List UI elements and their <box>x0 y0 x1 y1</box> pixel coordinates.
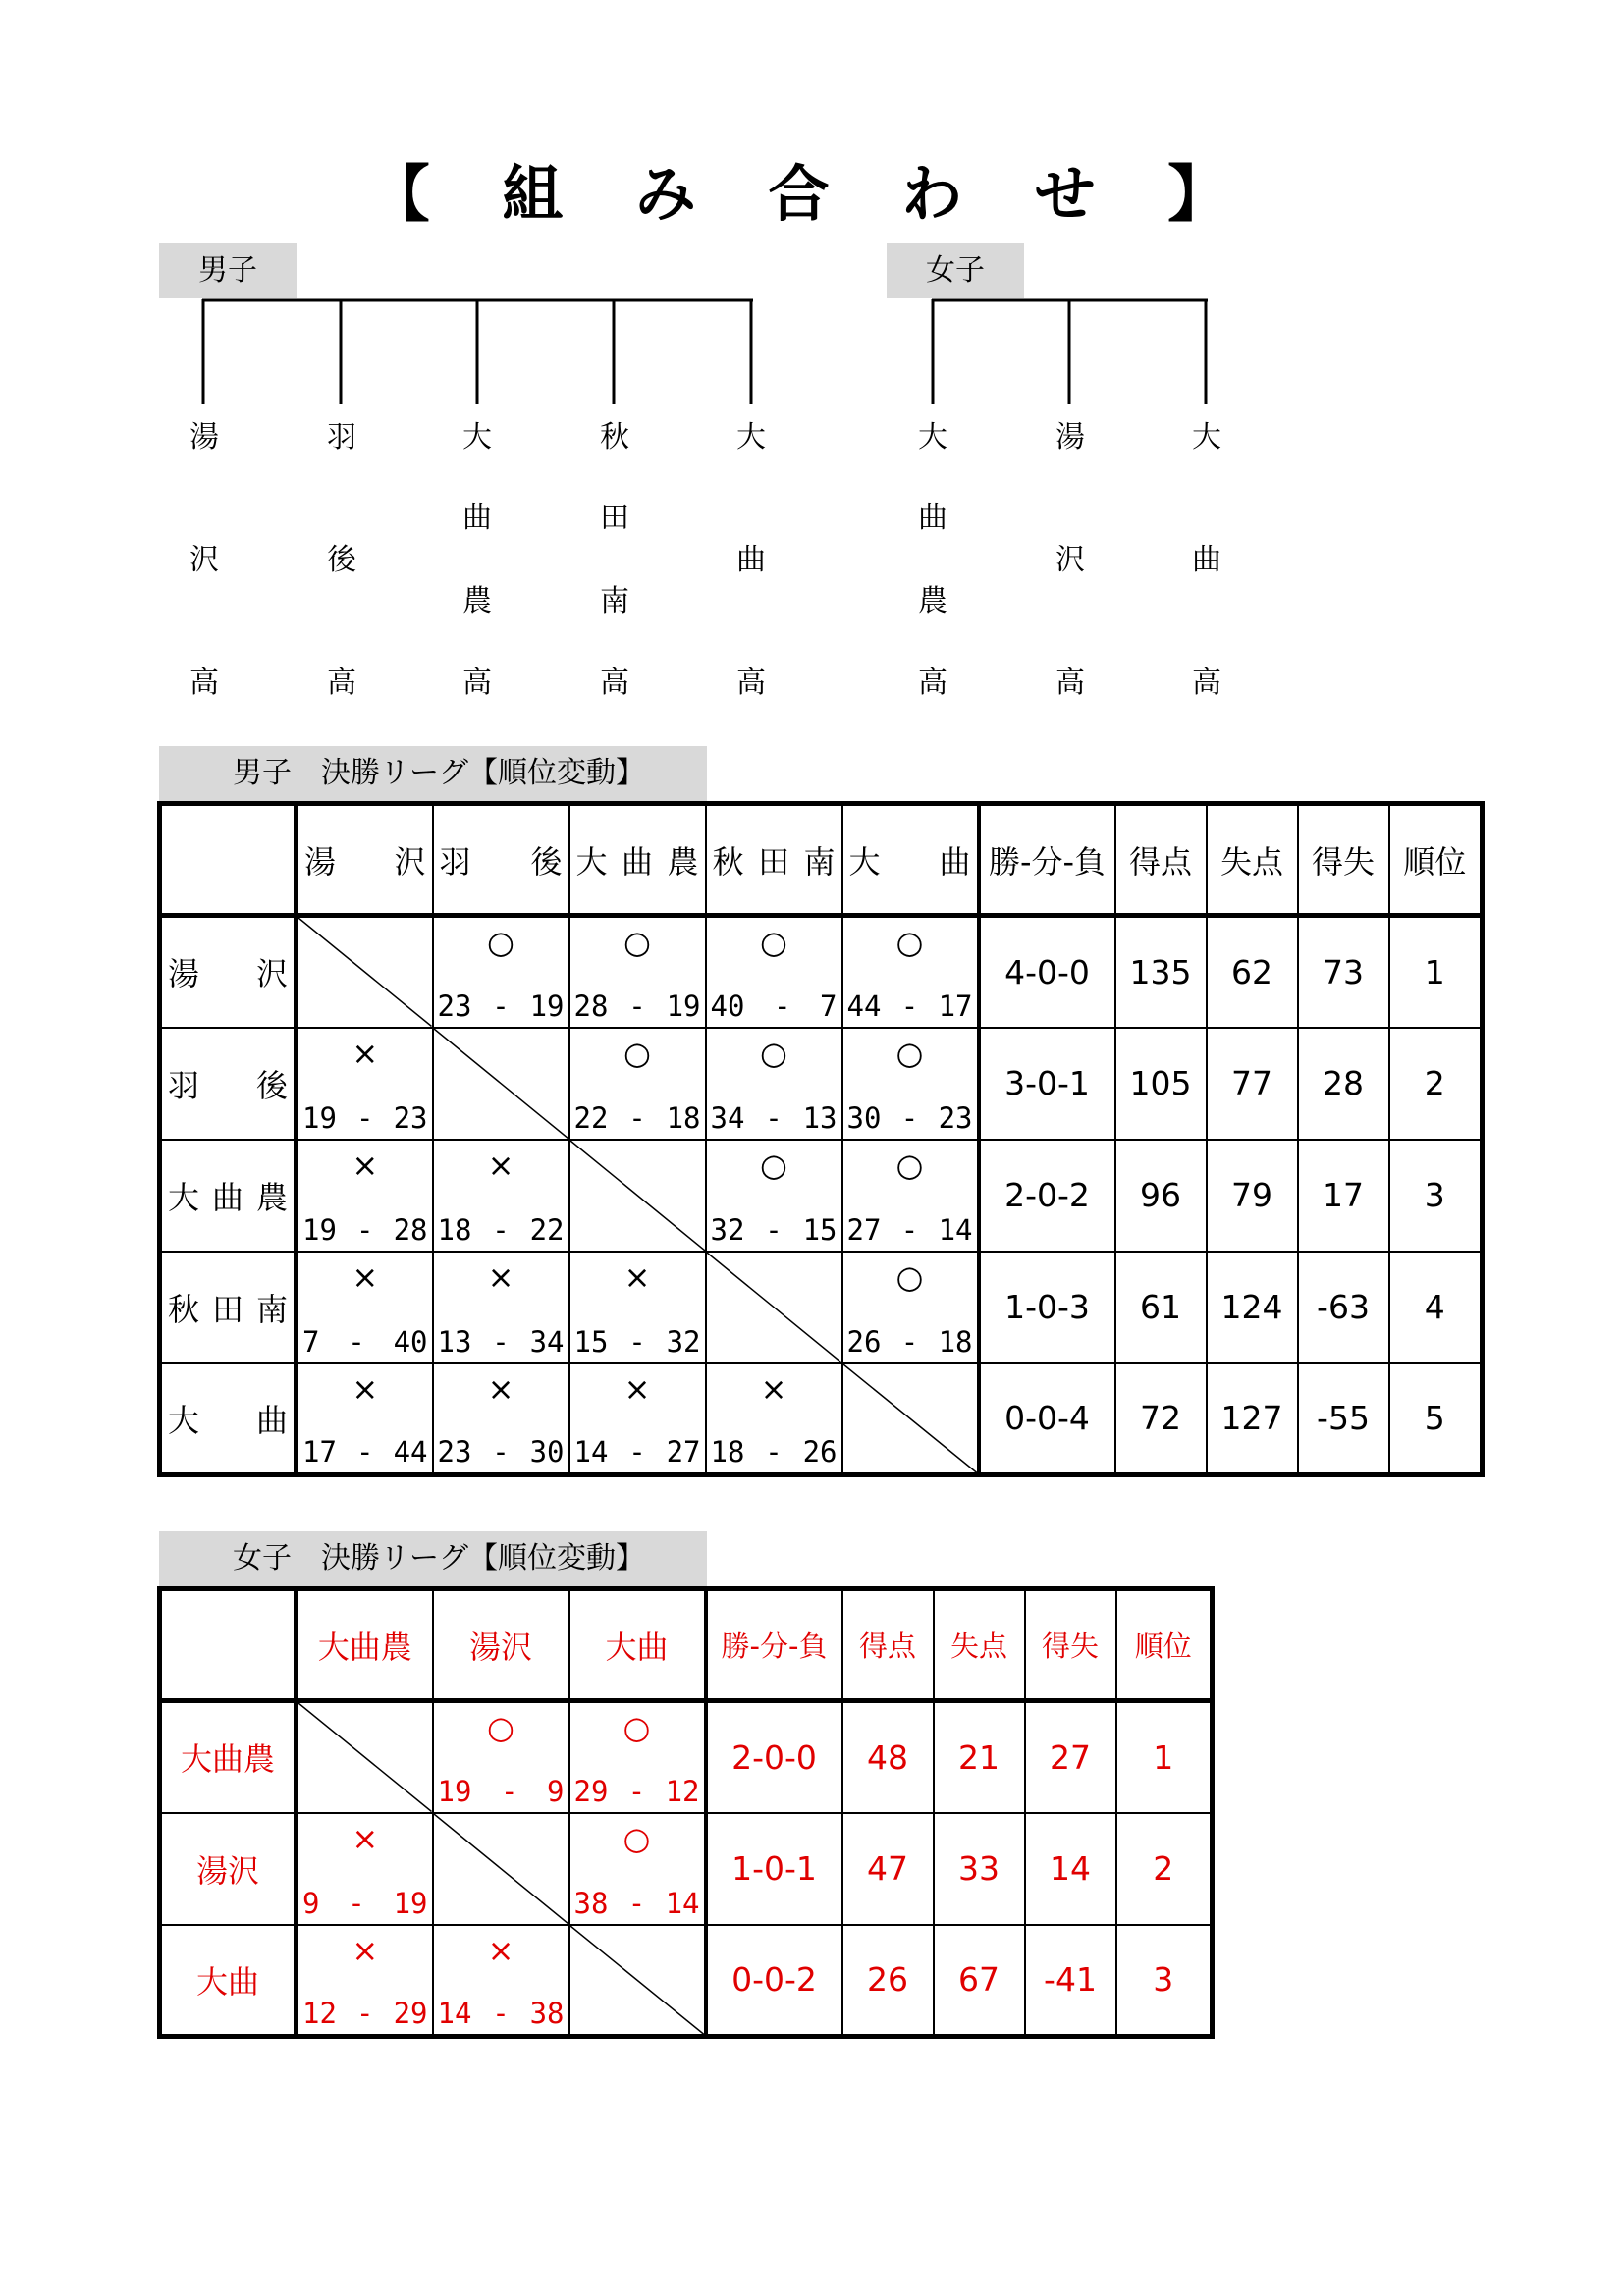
score-dash: - <box>492 1997 510 2030</box>
team-name-char: 高 <box>1055 666 1085 700</box>
opponent-header: 大曲 <box>842 804 979 916</box>
result-cell <box>569 916 706 1028</box>
score-dash: - <box>356 1435 374 1468</box>
win-mark: ○ <box>895 924 924 961</box>
loss-mark: × <box>352 1034 379 1072</box>
score <box>438 1325 565 1359</box>
score-for: 23 <box>437 988 472 1023</box>
team-name-char: 羽 <box>327 420 356 454</box>
result-cell <box>297 1925 433 2037</box>
win-mark: ○ <box>622 1709 651 1746</box>
team-name-char: 後 <box>327 543 356 577</box>
record-cell: 1-0-1 <box>706 1813 842 1925</box>
result-cell <box>433 1252 569 1363</box>
score <box>438 1997 565 2030</box>
self-match-cell <box>297 916 433 1028</box>
row-team-cell <box>160 1140 297 1252</box>
score <box>438 1435 565 1468</box>
rank-cell: 3 <box>1116 1925 1213 2037</box>
stat-header: 失点 <box>1207 804 1298 916</box>
score-for: 14 <box>437 1997 472 2030</box>
points-for-cell: 72 <box>1115 1363 1207 1475</box>
result-cell <box>842 1140 979 1252</box>
result-cell <box>433 1701 569 1813</box>
loss-mark: × <box>487 1146 514 1184</box>
team-name-char: 高 <box>600 666 629 700</box>
points-for-cell: 96 <box>1115 1140 1207 1252</box>
table-row <box>160 916 1483 1028</box>
loss-mark: × <box>487 1931 514 1969</box>
girls-league-table <box>157 1586 1215 2039</box>
team-name-char: 農 <box>918 584 947 618</box>
team-name-char: 曲 <box>918 501 947 535</box>
points-against-cell: 33 <box>934 1813 1025 1925</box>
team-name-char: 大 <box>736 420 766 454</box>
result-cell <box>569 1028 706 1140</box>
loss-mark: × <box>352 1257 379 1296</box>
score-against: 32 <box>666 1324 701 1359</box>
diagonal-line <box>298 1703 432 1812</box>
result-cell <box>433 1363 569 1475</box>
self-match-cell <box>569 1140 706 1252</box>
score-dash: - <box>765 1100 783 1135</box>
opponent-header: 湯沢 <box>297 804 433 916</box>
score-for: 32 <box>710 1212 745 1247</box>
score <box>711 1101 838 1135</box>
score-against: 40 <box>393 1324 428 1359</box>
girls-bracket-label: 女子 <box>887 243 1024 298</box>
stat-header: 勝-分-負 <box>706 1589 842 1701</box>
loss-mark: × <box>623 1369 651 1408</box>
score-for: 26 <box>846 1324 882 1359</box>
score-against: 13 <box>802 1100 838 1135</box>
row-team-name: 大曲農 <box>180 1740 275 1779</box>
score <box>302 1997 428 2030</box>
score <box>302 1101 428 1135</box>
score-dash: - <box>628 988 646 1023</box>
row-team-cell <box>160 1363 297 1475</box>
score <box>438 989 565 1023</box>
score <box>574 1775 700 1808</box>
score-against: 23 <box>393 1100 428 1135</box>
result-cell <box>706 1363 842 1475</box>
point-diff-cell: -55 <box>1298 1363 1389 1475</box>
score-against: 14 <box>938 1212 973 1247</box>
win-mark: ○ <box>487 1709 514 1746</box>
record-cell: 2-0-0 <box>706 1701 842 1813</box>
result-cell <box>569 1363 706 1475</box>
score-dash: - <box>900 988 919 1023</box>
row-team-name: 湯沢 <box>168 955 288 993</box>
result-cell <box>569 1701 706 1813</box>
record-cell: 3-0-1 <box>979 1028 1115 1140</box>
result-cell <box>842 1028 979 1140</box>
score-dash: - <box>900 1324 919 1359</box>
opponent-header: 秋田南 <box>706 804 842 916</box>
points-against-cell: 67 <box>934 1925 1025 2037</box>
result-cell <box>297 1028 433 1140</box>
point-diff-cell: -41 <box>1025 1925 1116 2037</box>
score-dash: - <box>356 1212 374 1247</box>
score-against: 15 <box>802 1212 838 1247</box>
score <box>847 989 973 1023</box>
score-for: 18 <box>710 1435 745 1468</box>
score <box>302 1213 428 1247</box>
points-for-cell: 48 <box>842 1701 934 1813</box>
result-cell <box>297 1252 433 1363</box>
result-cell <box>297 1140 433 1252</box>
corner-cell <box>160 804 297 916</box>
loss-mark: × <box>760 1369 787 1408</box>
row-team-cell <box>160 1925 297 2037</box>
record-cell: 0-0-4 <box>979 1363 1115 1475</box>
score <box>302 1325 428 1359</box>
girls-league-label: 女子 決勝リーグ【順位変動】 <box>159 1531 707 1586</box>
win-mark: ○ <box>895 1257 924 1296</box>
row-team-cell <box>160 1252 297 1363</box>
score-against: 17 <box>938 988 973 1023</box>
points-for-cell: 26 <box>842 1925 934 2037</box>
team-name-char: 沢 <box>189 543 219 577</box>
row-team-name: 大曲農 <box>168 1178 288 1216</box>
self-match-cell <box>433 1813 569 1925</box>
team-name-char: 曲 <box>462 501 492 535</box>
points-for-cell: 135 <box>1115 916 1207 1028</box>
point-diff-cell: 73 <box>1298 916 1389 1028</box>
points-for-cell: 105 <box>1115 1028 1207 1140</box>
row-team-name: 秋田南 <box>168 1290 288 1328</box>
score-against: 18 <box>666 1100 701 1135</box>
diagonal-line <box>570 1141 705 1251</box>
score-dash: - <box>356 1100 374 1135</box>
team-name-char: 沢 <box>1055 543 1085 577</box>
team-name-char: 高 <box>462 666 492 700</box>
self-match-cell <box>297 1701 433 1813</box>
win-mark: ○ <box>895 1146 924 1184</box>
win-mark: ○ <box>895 1034 924 1072</box>
score-dash: - <box>627 1774 646 1808</box>
table-row <box>160 1252 1483 1363</box>
points-against-cell: 77 <box>1207 1028 1298 1140</box>
score-for: 9 <box>302 1886 320 1920</box>
points-against-cell: 127 <box>1207 1363 1298 1475</box>
diagonal-line <box>298 918 432 1027</box>
score-dash: - <box>773 988 791 1023</box>
score-for: 44 <box>846 988 882 1023</box>
loss-mark: × <box>352 1819 379 1857</box>
score-dash: - <box>492 1324 510 1359</box>
self-match-cell <box>842 1363 979 1475</box>
win-mark: ○ <box>760 1146 787 1184</box>
rank-cell: 2 <box>1116 1813 1213 1925</box>
opponent-header: 湯沢 <box>433 1589 569 1701</box>
score-dash: - <box>628 1100 646 1135</box>
score <box>847 1213 973 1247</box>
diagonal-line <box>707 1253 841 1362</box>
opponent-header: 大曲農 <box>569 804 706 916</box>
score-dash: - <box>500 1774 518 1808</box>
record-cell: 4-0-0 <box>979 916 1115 1028</box>
record-cell: 1-0-3 <box>979 1252 1115 1363</box>
rank-cell: 1 <box>1389 916 1483 1028</box>
score-for: 17 <box>302 1435 337 1468</box>
score-against: 28 <box>393 1212 428 1247</box>
score-for: 22 <box>573 1100 609 1135</box>
point-diff-cell: 14 <box>1025 1813 1116 1925</box>
score-against: 22 <box>529 1212 565 1247</box>
score-for: 34 <box>710 1100 745 1135</box>
score-dash: - <box>765 1212 783 1247</box>
score <box>574 989 701 1023</box>
score-against: 9 <box>547 1774 565 1808</box>
result-cell <box>433 1140 569 1252</box>
win-mark: ○ <box>487 924 514 961</box>
loss-mark: × <box>352 1931 379 1969</box>
score <box>711 1435 838 1468</box>
win-mark: ○ <box>760 924 787 961</box>
team-name-char: 大 <box>1192 420 1221 454</box>
table-row <box>160 1701 1213 1813</box>
score-dash: - <box>900 1100 919 1135</box>
score-against: 19 <box>393 1886 428 1920</box>
self-match-cell <box>706 1252 842 1363</box>
stat-header: 順位 <box>1389 804 1483 916</box>
score <box>847 1101 973 1135</box>
table-row <box>160 1813 1213 1925</box>
win-mark: ○ <box>623 1034 651 1072</box>
row-team-cell <box>160 1701 297 1813</box>
team-name-char: 田 <box>600 501 629 535</box>
score-for: 7 <box>302 1324 320 1359</box>
points-for-cell: 47 <box>842 1813 934 1925</box>
result-cell <box>706 1028 842 1140</box>
rank-cell: 4 <box>1389 1252 1483 1363</box>
points-for-cell: 61 <box>1115 1252 1207 1363</box>
score <box>438 1213 565 1247</box>
row-team-name: 湯沢 <box>195 1851 259 1890</box>
score-for: 13 <box>437 1324 472 1359</box>
point-diff-cell: 17 <box>1298 1140 1389 1252</box>
loss-mark: × <box>623 1257 651 1296</box>
row-team-name: 大曲 <box>168 1401 288 1439</box>
corner-cell <box>160 1589 297 1701</box>
loss-mark: × <box>352 1146 379 1184</box>
diagonal-line <box>434 1814 568 1924</box>
score-against: 34 <box>529 1324 565 1359</box>
team-name-char: 高 <box>327 666 356 700</box>
row-team-name: 羽後 <box>168 1066 288 1104</box>
stat-header: 得失 <box>1298 804 1389 916</box>
stat-header: 得点 <box>1115 804 1207 916</box>
page-title: 【 組 み 合 わ せ 】 <box>368 158 1255 230</box>
boys-league-table <box>157 801 1485 1477</box>
row-team-cell <box>160 1028 297 1140</box>
score-dash: - <box>492 1435 510 1468</box>
stat-header: 勝-分-負 <box>979 804 1115 916</box>
score <box>302 1435 428 1468</box>
result-cell <box>842 1252 979 1363</box>
diagonal-line <box>434 1029 568 1139</box>
score-against: 29 <box>393 1997 428 2030</box>
score-for: 29 <box>573 1774 609 1808</box>
opponent-header: 大曲農 <box>297 1589 433 1701</box>
score-against: 27 <box>666 1435 701 1468</box>
score-against: 7 <box>820 988 838 1023</box>
team-name-char: 秋 <box>600 420 629 454</box>
win-mark: ○ <box>623 924 651 961</box>
team-name-char: 湯 <box>189 420 219 454</box>
score-against: 18 <box>938 1324 973 1359</box>
points-against-cell: 79 <box>1207 1140 1298 1252</box>
team-name-char: 農 <box>462 584 492 618</box>
header-row <box>160 804 1483 916</box>
score-for: 19 <box>302 1100 337 1135</box>
loss-mark: × <box>487 1257 514 1296</box>
diagonal-line <box>570 1926 704 2035</box>
score-against: 12 <box>665 1774 700 1808</box>
score <box>574 1435 701 1468</box>
score-dash: - <box>492 988 510 1023</box>
team-name-char: 高 <box>1192 666 1221 700</box>
score-against: 30 <box>529 1435 565 1468</box>
score-dash: - <box>492 1212 510 1247</box>
team-name-char: 大 <box>918 420 947 454</box>
score <box>574 1325 701 1359</box>
table-row <box>160 1925 1213 2037</box>
row-team-cell <box>160 1813 297 1925</box>
row-team-cell <box>160 916 297 1028</box>
boys-league-label: 男子 決勝リーグ【順位変動】 <box>159 746 707 801</box>
score-dash: - <box>765 1435 783 1468</box>
team-name-char: 曲 <box>1192 543 1221 577</box>
score-for: 15 <box>573 1324 609 1359</box>
loss-mark: × <box>352 1369 379 1408</box>
win-mark: ○ <box>760 1034 787 1072</box>
stat-header: 得失 <box>1025 1589 1116 1701</box>
result-cell <box>433 1925 569 2037</box>
table-row <box>160 1140 1483 1252</box>
score-for: 40 <box>710 988 745 1023</box>
result-cell <box>297 1813 433 1925</box>
point-diff-cell: 27 <box>1025 1701 1116 1813</box>
score-for: 30 <box>846 1100 882 1135</box>
score-for: 19 <box>302 1212 337 1247</box>
points-against-cell: 62 <box>1207 916 1298 1028</box>
score-for: 23 <box>437 1435 472 1468</box>
team-name-char: 南 <box>600 584 629 618</box>
team-name-char: 曲 <box>736 543 766 577</box>
result-cell <box>706 916 842 1028</box>
result-cell <box>433 916 569 1028</box>
score-against: 44 <box>393 1435 428 1468</box>
score <box>438 1775 565 1808</box>
table-row <box>160 1028 1483 1140</box>
score-for: 18 <box>437 1212 472 1247</box>
score <box>711 989 838 1023</box>
rank-cell: 5 <box>1389 1363 1483 1475</box>
record-cell: 2-0-2 <box>979 1140 1115 1252</box>
points-against-cell: 21 <box>934 1701 1025 1813</box>
loss-mark: × <box>487 1369 514 1408</box>
score-dash: - <box>627 1886 646 1920</box>
stat-header: 得点 <box>842 1589 934 1701</box>
score-for: 19 <box>437 1774 472 1808</box>
team-name-char: 高 <box>736 666 766 700</box>
score-dash: - <box>348 1324 365 1359</box>
score-dash: - <box>356 1997 374 2030</box>
rank-cell: 3 <box>1389 1140 1483 1252</box>
score <box>302 1887 428 1920</box>
score-for: 27 <box>846 1212 882 1247</box>
stat-header: 順位 <box>1116 1589 1213 1701</box>
result-cell <box>569 1813 706 1925</box>
rank-cell: 2 <box>1389 1028 1483 1140</box>
diagonal-line <box>843 1364 977 1473</box>
team-name-char: 高 <box>918 666 947 700</box>
score-against: 14 <box>665 1886 700 1920</box>
score-against: 26 <box>802 1435 838 1468</box>
self-match-cell <box>569 1925 706 2037</box>
boys-bracket-label: 男子 <box>159 243 297 298</box>
win-mark: ○ <box>622 1819 651 1857</box>
team-name-char: 湯 <box>1055 420 1085 454</box>
score <box>574 1887 700 1920</box>
team-name-char: 高 <box>189 666 219 700</box>
bracket-lines <box>0 0 1623 707</box>
rank-cell: 1 <box>1116 1701 1213 1813</box>
point-diff-cell: 28 <box>1298 1028 1389 1140</box>
team-name-char: 大 <box>462 420 492 454</box>
score-for: 12 <box>302 1997 337 2030</box>
score-against: 19 <box>529 988 565 1023</box>
score-against: 38 <box>529 1997 565 2030</box>
header-row <box>160 1589 1213 1701</box>
score-for: 28 <box>573 988 609 1023</box>
score-for: 14 <box>573 1435 609 1468</box>
score <box>574 1101 701 1135</box>
opponent-header: 羽後 <box>433 804 569 916</box>
self-match-cell <box>433 1028 569 1140</box>
result-cell <box>706 1140 842 1252</box>
score-dash: - <box>900 1212 919 1247</box>
result-cell <box>297 1363 433 1475</box>
score-against: 23 <box>938 1100 973 1135</box>
score-for: 38 <box>573 1886 609 1920</box>
stat-header: 失点 <box>934 1589 1025 1701</box>
score-dash: - <box>348 1886 365 1920</box>
score <box>847 1325 973 1359</box>
result-cell <box>569 1252 706 1363</box>
row-team-name: 大曲 <box>195 1962 259 2001</box>
result-cell <box>842 916 979 1028</box>
points-against-cell: 124 <box>1207 1252 1298 1363</box>
score-against: 19 <box>666 988 701 1023</box>
record-cell: 0-0-2 <box>706 1925 842 2037</box>
opponent-header: 大曲 <box>569 1589 706 1701</box>
point-diff-cell: -63 <box>1298 1252 1389 1363</box>
score <box>711 1213 838 1247</box>
score-dash: - <box>628 1324 646 1359</box>
table-row <box>160 1363 1483 1475</box>
score-dash: - <box>628 1435 646 1468</box>
